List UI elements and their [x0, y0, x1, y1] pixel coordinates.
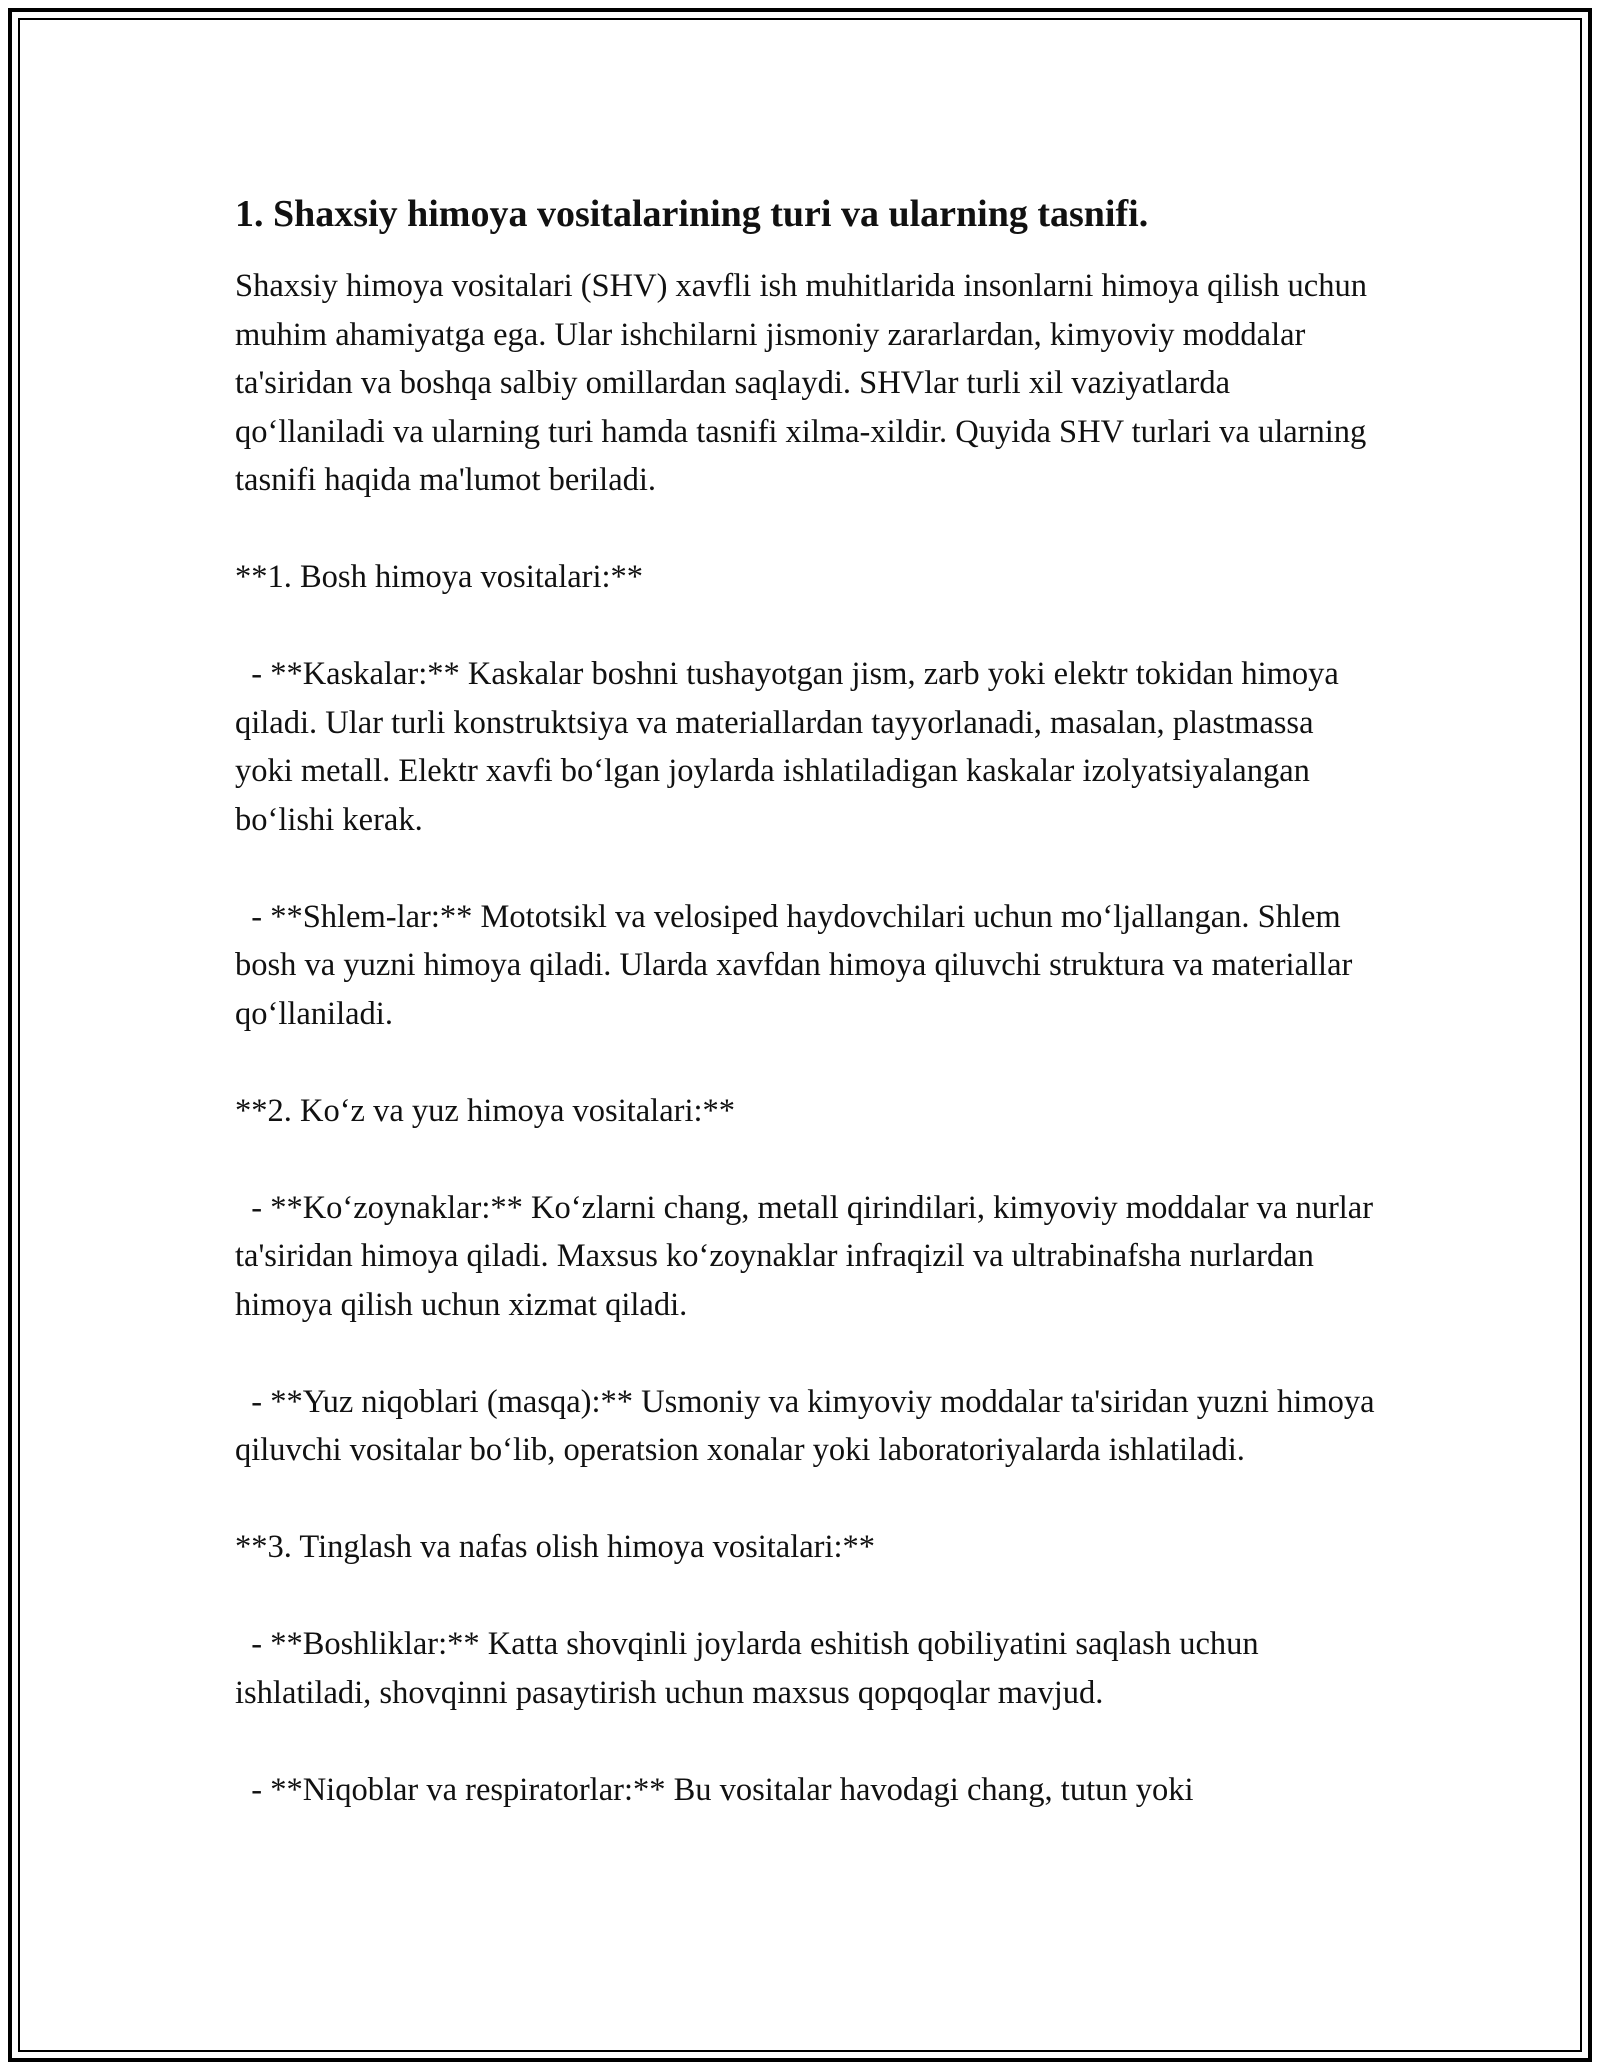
paragraph-gap — [235, 1572, 1375, 1621]
paragraph-gap — [235, 1475, 1375, 1524]
section-heading-head-protection: **1. Bosh himoya vositalari:** — [235, 559, 644, 595]
list-item-shlem: - **Shlem-lar:** Mototsikl va velosiped haydovchilari uchun mo‘ljallangan. Shlem bosh va yuzni himoya qiladi. Ularda xavfdan himoya qiluvchi struktura va materiallar qo‘llaniladi. — [235, 898, 1361, 1032]
paragraph-gap — [235, 1329, 1375, 1378]
list-item-helmets: - **Kaskalar:** Kaskalar boshni tushayotgan jism, zarb yoki elektr tokidan himoya qiladi. Ular turli konstruktsiya va materiallardan tayyorlanadi, masalan, plastmassa yoki metall. Elektr xavfi bo‘lgan joylarda ishlatiladigan kaskalar izolyatsiyalangan bo‘lishi kerak. — [235, 656, 1347, 838]
paragraph-gap — [235, 1717, 1375, 1766]
paragraph-gap — [235, 505, 1375, 554]
paragraph-gap — [235, 1135, 1375, 1184]
section-heading-eye-face: **2. Ko‘z va yuz himoya vositalari:** — [235, 1092, 736, 1129]
list-item-earmuffs: - **Boshliklar:** Katta shovqinli joylarda eshitish qobiliyatini saqlash uchun ishlatiladi, shovqinni pasaytirish uchun maxsus qopqoqlar mavjud. — [235, 1626, 1267, 1711]
document-body — [235, 190, 1383, 1814]
document-title: 1. Shaxsiy himoya vositalarining turi va ularning tasnifi. — [235, 193, 1149, 235]
list-item-goggles: - **Ko‘zoynaklar:** Ko‘zlarni chang, metall qirindilari, kimyoviy moddalar va nurlar ta'siridan himoya qiladi. Maxsus ko‘zoynaklar infraqizil va ultrabinafsha nurlardan himoya qilish uchun xizmat qiladi. — [235, 1189, 1382, 1323]
list-item-face-masks: - **Yuz niqoblari (masqa):** Usmoniy va kimyoviy moddalar ta'siridan yuzni himoya qiluvchi vositalar bo‘lib, operatsion xonalar yoki laboratoriyalarda ishlatiladi. — [235, 1383, 1383, 1468]
list-item-respirators: - **Niqoblar va respiratorlar:** Bu vositalar havodagi chang, tutun yoki — [235, 1771, 1194, 1808]
paragraph-gap — [235, 844, 1375, 893]
paragraph-gap — [235, 602, 1375, 651]
section-heading-hearing-breathing: **3. Tinglash va nafas olish himoya vositalari:** — [235, 1529, 876, 1565]
paragraph-gap — [235, 1038, 1375, 1087]
intro-paragraph: Shaxsiy himoya vositalari (SHV) xavfli ish muhitlarida insonlarni himoya qilish uchun muhim ahamiyatga ega. Ular ishchilarni jismoniy zararlardan, kimyoviy moddalar ta'siridan va boshqa salbiy omillardan saqlaydi. SHVlar turli xil vaziyatlarda qo‘llaniladi va ularning turi hamda tasnifi xilma-xildir. Quyida SHV turlari va ularning tasnifi haqida ma'lumot beriladi. — [235, 268, 1376, 498]
